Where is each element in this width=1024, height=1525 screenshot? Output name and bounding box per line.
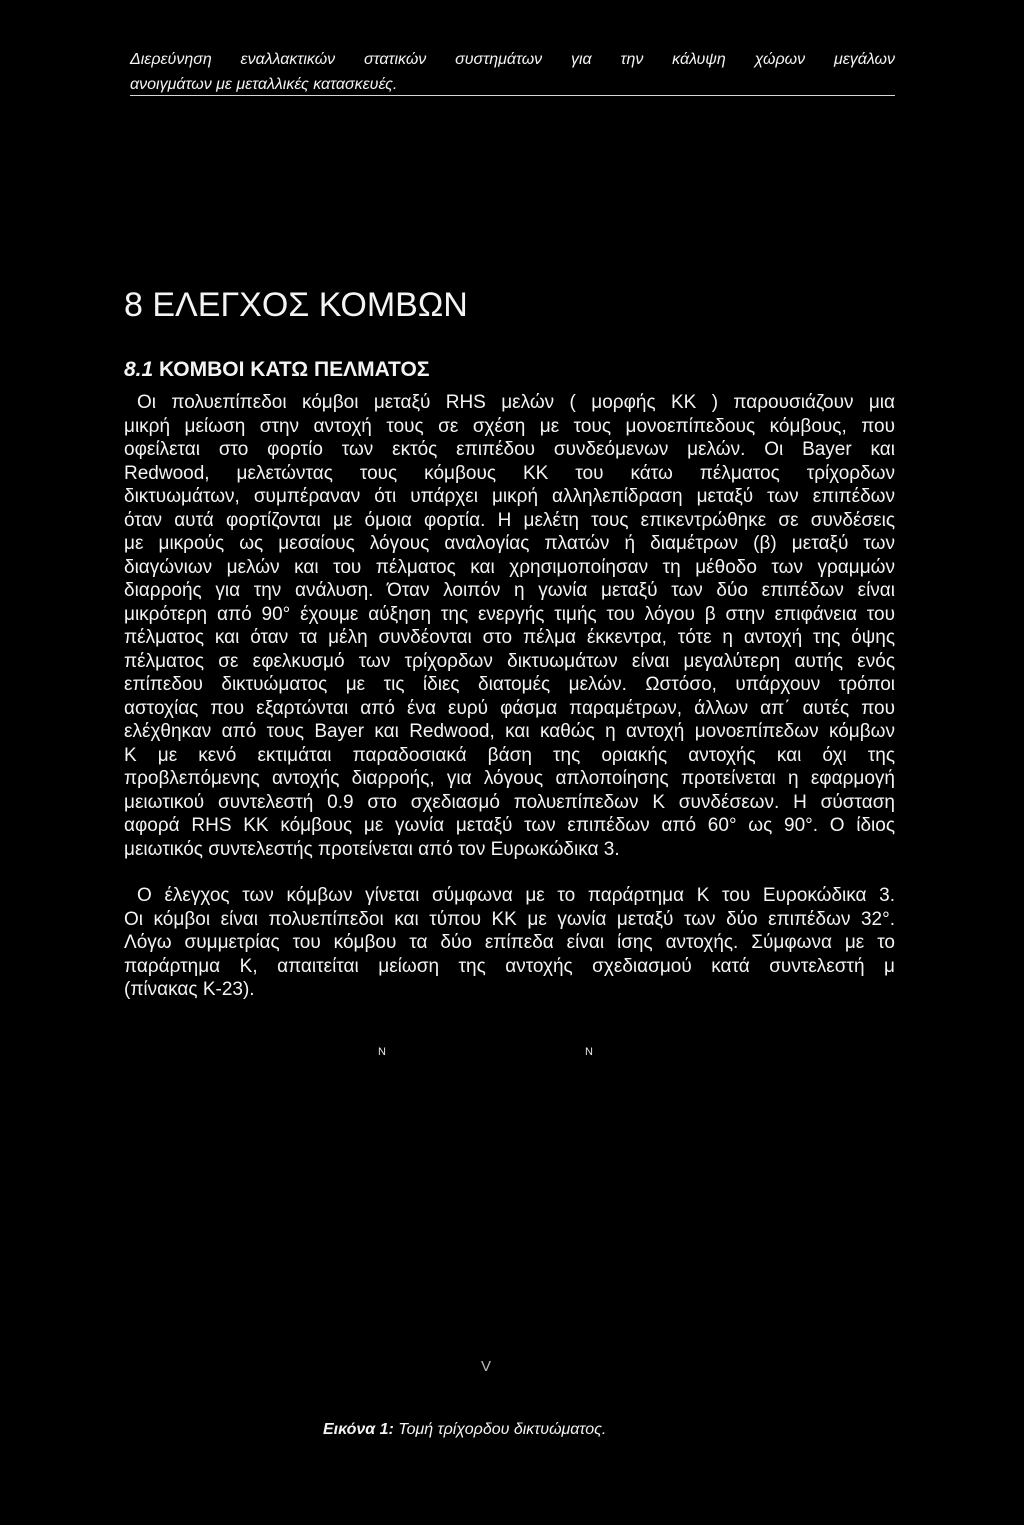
section-number: 8.1 (124, 358, 154, 381)
paragraph (124, 884, 895, 1002)
header-line: ανοιγμάτων με μεταλλικές κατασκευές. (130, 76, 398, 93)
paragraph-line: ελέχθηκαν από τους Bayer και Redwood, και καθώς η αντοχή μονοεπίπεδων κόμβων (124, 721, 895, 742)
paragraph-line: (πίνακας Κ-23). (124, 979, 255, 1000)
paragraph-line: με μικρούς ως μεσαίους λόγους αναλογίας πλατών ή διαμέτρων (β) μεταξύ των (124, 533, 895, 554)
paragraph (124, 391, 895, 861)
paragraph-line: μικρότερη από 90° έχουμε αύξηση της ενεργής τιμής του λόγου β στην επιφάνεια του (124, 603, 895, 625)
paragraph-line: μειωτικός συντελεστής προτείνεται από τον Ευρωκώδικα 3. (124, 838, 620, 860)
section-title: ΚΟΜΒΟΙ ΚΑΤΩ ΠΕΛΜΑΤΟΣ (159, 358, 430, 381)
chapter-number: 8 (124, 286, 143, 324)
running-header (130, 47, 895, 97)
caption-label: Εικόνα 1: (323, 1421, 394, 1438)
paragraph-line: αφορά RHS ΚΚ κόμβους με γωνία μεταξύ των επιπέδων από 60° ως 90°. Ο ίδιος (124, 815, 895, 836)
paragraph-line: μικρή μείωση στην αντοχή τους σε σχέση με τους μονοεπίπεδους κόμβους, που (124, 415, 895, 437)
paragraph-line: πέλματος και όταν τα μέλη συνδέονται στο πέλμα έκκεντρα, τότε η αντοχή της όψης (124, 627, 895, 648)
paragraph-line: δικτυωμάτων, συμπέραναν ότι υπάρχει μικρή αλληλεπίδραση μεταξύ των επιπέδων (124, 486, 895, 507)
paragraph-line: πέλματος σε εφελκυσμό των τρίχορδων δικτυωμάτων είναι μεγαλύτερη αυτής ενός (124, 650, 895, 672)
paragraph-line: Οι πολυεπίπεδοι κόμβοι μεταξύ RHS μελών ( μορφής ΚΚ ) παρουσιάζουν μια (137, 392, 895, 413)
section-heading (124, 357, 429, 383)
figure-label-v: V (481, 1358, 492, 1375)
paragraph-line: διαρροής για την ανάλυση. Όταν λοιπόν η γωνία μεταξύ των δύο επιπέδων είναι (124, 580, 895, 601)
chapter-title: ΕΛΕΓΧΟΣ ΚΟΜΒΩΝ (152, 286, 468, 324)
figure-caption (323, 1421, 606, 1439)
header-rule (130, 95, 895, 96)
paragraph-line: Κ με κενό εκτιμάται παραδοσιακά βάση της οριακής αντοχής και όχι της (124, 744, 895, 766)
paragraph-line: αστοχίας που εξαρτώνται από ένα ευρύ φάσμα παραμέτρων, άλλων απ΄ αυτές που (124, 697, 895, 719)
paragraph-line: Οι κόμβοι είναι πολυεπίπεδοι και τύπου ΚΚ με γωνία μεταξύ των δύο επιπέδων 32°. (124, 908, 895, 930)
caption-text: Τομή τρίχορδου δικτυώματος. (398, 1421, 607, 1438)
paragraph-line: διαγώνιων μελών και του πέλματος και χρησιμοποίησαν τη μέθοδο των γραμμών (124, 556, 895, 578)
header-line: Διερεύνηση εναλλακτικών στατικών συστημάτων για την κάλυψη χώρων μεγάλων (130, 51, 895, 68)
paragraph-line: παράρτημα Κ, απαιτείται μείωση της αντοχής σχεδιασμού κατά συντελεστή μ (124, 955, 895, 977)
figure-label-n: N (378, 1046, 386, 1058)
paragraph-line: επίπεδου δικτυώματος με τις ίδιες διατομές μελών. Ωστόσο, υπάρχουν τρόποι (124, 674, 895, 695)
paragraph-line: οφείλεται στο φορτίο των εκτός επιπέδου συνδεόμενων μελών. Οι Bayer και (124, 439, 895, 460)
paragraph-line: Ο έλεγχος των κόμβων γίνεται σύμφωνα με το παράρτημα Κ του Ευροκώδικα 3. (137, 885, 895, 906)
figure-label-n: N (585, 1046, 593, 1058)
figure (124, 1010, 895, 1410)
paragraph-line: προβλεπόμενης αντοχής διαρροής, για λόγους απλοποίησης προτείνεται η εφαρμογή (124, 768, 895, 789)
paragraph-line: μειωτικού συντελεστή 0.9 στο σχεδιασμό πολυεπίπεδων Κ συνδέσεων. Η σύσταση (124, 791, 895, 813)
paragraph-line: όταν αυτά φορτίζονται με όμοια φορτία. Η μελέτη τους επικεντρώθηκε σε συνδέσεις (124, 509, 895, 531)
chapter-heading (124, 285, 468, 325)
paragraph-line: Redwood, μελετώντας τους κόμβους ΚΚ του κάτω πέλματος τρίχορδων (124, 462, 895, 484)
paragraph-line: Λόγω συμμετρίας του κόμβου τα δύο επίπεδα είναι ίσης αντοχής. Σύμφωνα με το (124, 932, 895, 953)
